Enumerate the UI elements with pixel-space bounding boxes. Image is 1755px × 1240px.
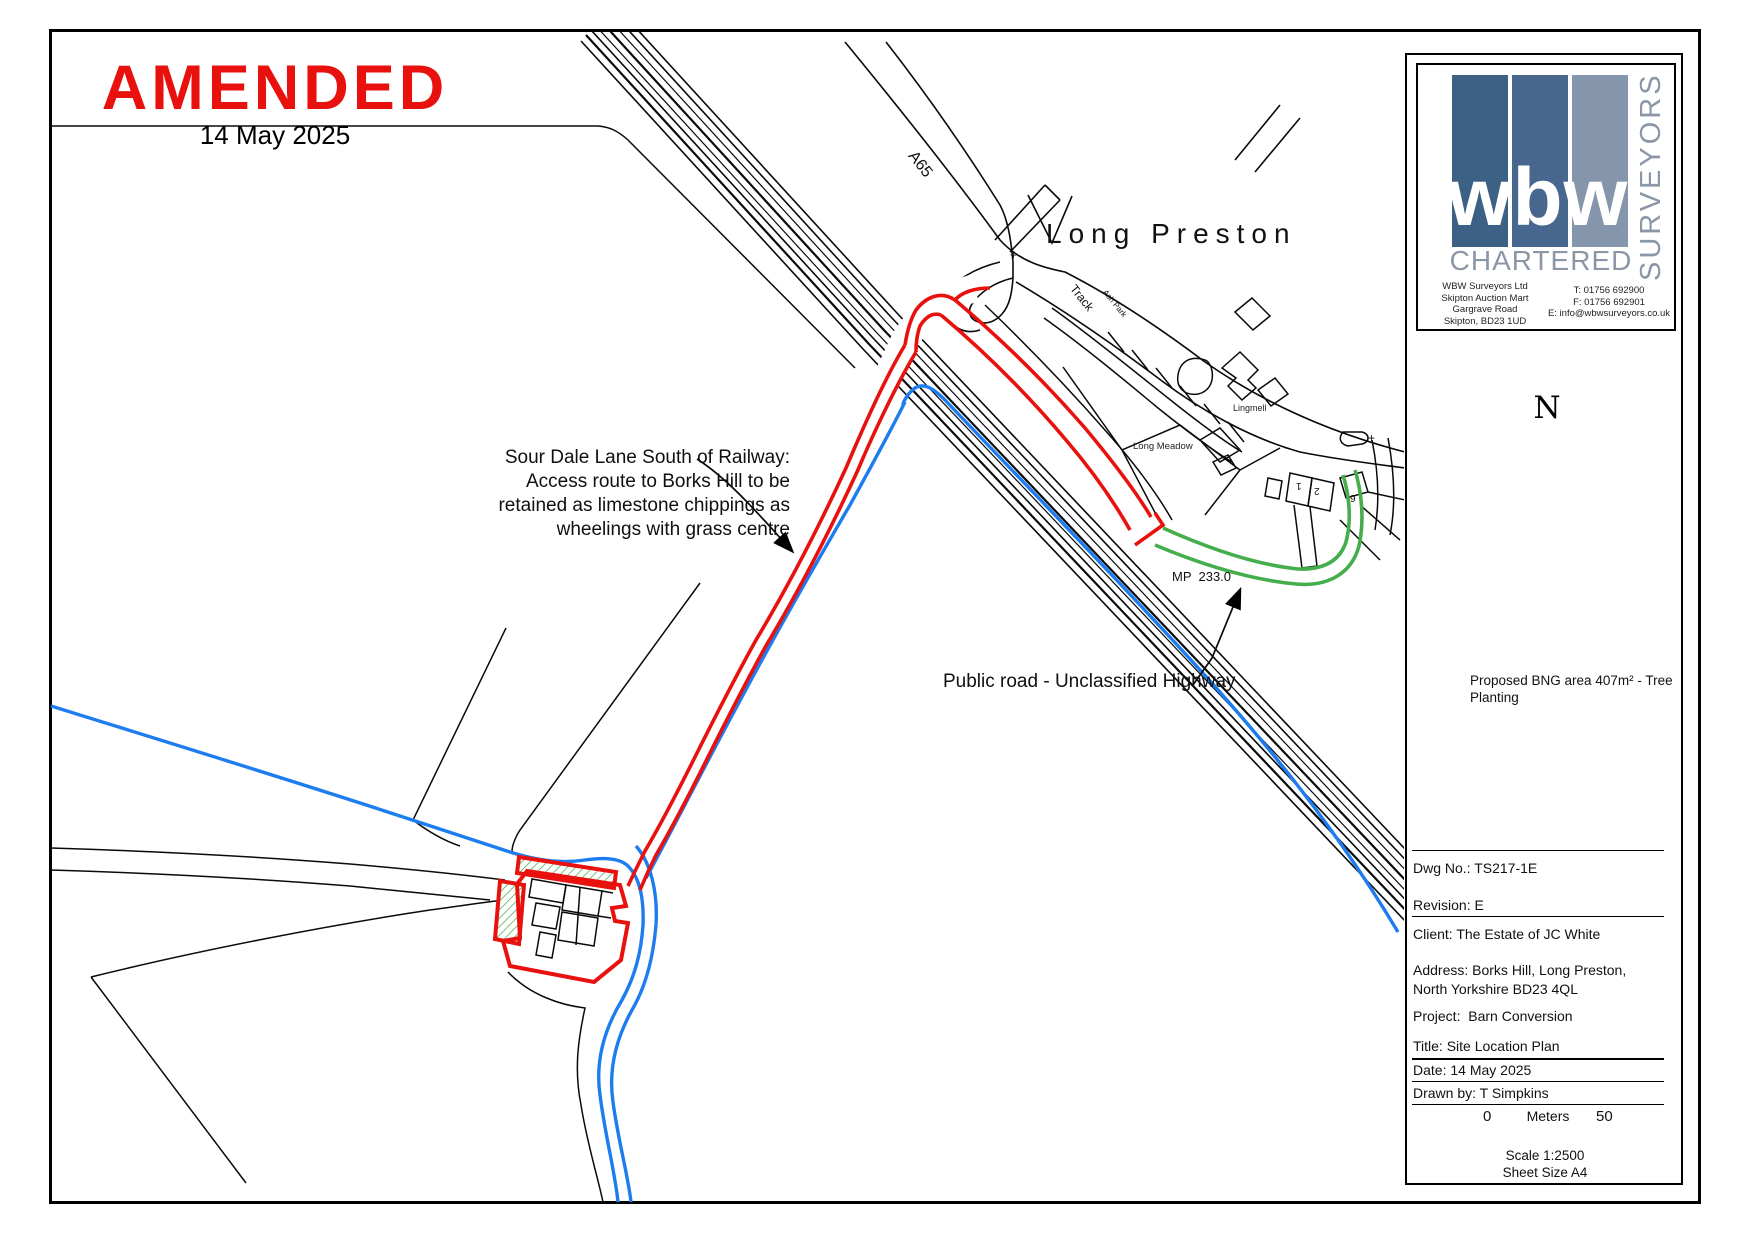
contact-line: E: info@wbwsurveyors.co.uk — [1547, 308, 1671, 319]
field-address-2: North Yorkshire BD23 4QL — [1413, 981, 1578, 997]
logo-surveyors-text: SURVEYORS — [1635, 72, 1667, 282]
public-road-green — [1155, 470, 1362, 584]
company-address — [1430, 281, 1540, 327]
contact-line: F: 01756 692901 — [1573, 296, 1645, 308]
plus-mark-1: + — [1010, 248, 1018, 262]
field-drawn-by: Drawn by: T Simpkins — [1413, 1085, 1549, 1101]
divider — [1412, 850, 1664, 851]
public-road-annotation: Public road - Unclassified Highway — [943, 671, 1236, 692]
farm-buildings — [529, 879, 613, 958]
scale-unit-label: Meters — [1526, 1108, 1570, 1124]
lingmell-label: Lingmell — [1233, 403, 1267, 413]
logo-chartered-text: CHARTERED — [1449, 245, 1633, 276]
annotation-line: Sour Dale Lane South of Railway: — [504, 447, 790, 468]
divider — [1412, 1104, 1664, 1105]
house-number-6: 6 — [1350, 492, 1356, 503]
company-contact — [1546, 285, 1672, 320]
logo-box — [1416, 63, 1676, 331]
amended-stamp: AMENDED — [101, 53, 449, 123]
logo-wbw-text: wbw — [1447, 152, 1629, 243]
milepost-label: MP 233.0 — [1172, 569, 1232, 584]
plus-mark-2: + — [1368, 431, 1376, 445]
divider — [1412, 1058, 1664, 1060]
annotation-line: retained as limestone chippings as — [498, 495, 790, 516]
scale-fifty-label: 50 — [1596, 1108, 1613, 1125]
annotation-line: wheelings with grass centre — [556, 519, 790, 540]
a65-road-label: A65 — [904, 148, 936, 181]
track-label: Track — [1067, 282, 1097, 314]
field-dwg-no: Dwg No.: TS217-1E — [1413, 860, 1538, 876]
ash-park-label: Ash Park — [1101, 288, 1129, 319]
address-line: Gargrave Road — [1452, 304, 1518, 315]
amended-date: 14 May 2025 — [199, 120, 351, 150]
address-line: WBW Surveyors Ltd — [1442, 281, 1528, 292]
field-client: Client: The Estate of JC White — [1413, 926, 1601, 942]
field-revision: Revision: E — [1413, 897, 1484, 913]
field-project: Project: Barn Conversion — [1413, 1008, 1573, 1024]
settlement-label: Long Preston — [1046, 218, 1297, 249]
annotation-line: Access route to Borks Hill to be — [526, 471, 790, 492]
long-meadow-label: Long Meadow — [1133, 441, 1193, 452]
house-number-2: 2 — [1314, 485, 1320, 496]
road-a65-street — [845, 42, 1405, 468]
house-number-1: 1 — [1296, 480, 1302, 491]
field-address-1: Address: Borks Hill, Long Preston, — [1413, 962, 1627, 978]
contact-line: T: 01756 692900 — [1573, 285, 1645, 296]
address-line: Skipton Auction Mart — [1441, 292, 1529, 304]
scale-zero-label: 0 — [1483, 1108, 1492, 1125]
field-boundaries — [51, 126, 855, 1202]
field-title: Title: Site Location Plan — [1413, 1038, 1560, 1054]
access-route-annotation — [430, 446, 790, 542]
divider — [1412, 916, 1664, 917]
divider — [1412, 1081, 1664, 1082]
scale-ratio-label: Scale 1:2500 — [1505, 1148, 1585, 1163]
north-label: N — [1533, 390, 1561, 426]
field-date: Date: 14 May 2025 — [1413, 1062, 1532, 1078]
sheet-size-label: Sheet Size A4 — [1502, 1165, 1588, 1180]
legend-bng-text: Proposed BNG area 407m² - Tree Planting — [1470, 673, 1673, 705]
address-line: Skipton, BD23 1UD — [1443, 315, 1527, 327]
